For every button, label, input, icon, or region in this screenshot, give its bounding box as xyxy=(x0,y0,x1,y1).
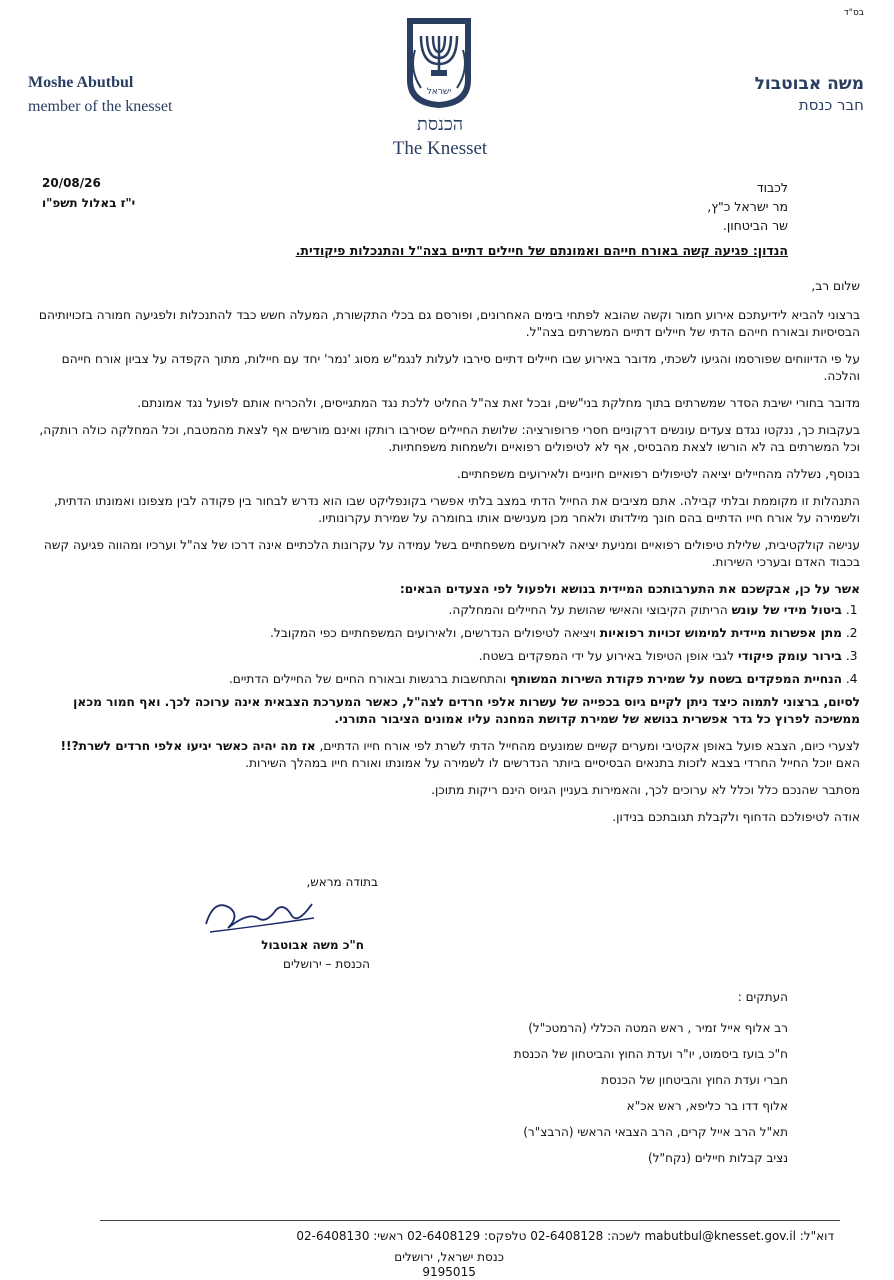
footer-zip: 9195015 xyxy=(422,1265,476,1279)
cc-item: נציב קבלות חיילים (נקח"ל) xyxy=(648,1151,788,1165)
cc-list xyxy=(514,1015,788,1171)
paragraph-emphasis: אז מה יהיה כאשר יגיעו אלפי חרדים לשרת?!! xyxy=(60,739,316,753)
paragraph-text: האם יוכל החייל החרדי בצבא לזכות בתנאים הבסיסיים ביותר הנדרשים לו לשמירה על אמונתו ואורח חייו במהלך השירות. xyxy=(245,756,860,770)
cc-item: אלוף דדו בר כליפא, ראש אכ"א xyxy=(626,1099,788,1113)
knesset-english: The Knesset xyxy=(392,138,488,159)
paragraph: התנהלות זו מקוממת ובלתי קבילה. אתם מציבים את החייל הדתי במצב בלתי אפשרי בקונפליקט שבו הוא נדרש לבחור בין פקודה לבין מצפונו ואמונתו הדתית, ולשמירה על אורח חייו הדתיים בהם חונך מילדותו ולאחר מכן מענישים אותו בחומרה על שמירת עקרונותיו. xyxy=(54,494,860,525)
list-item xyxy=(34,602,842,619)
english-name: Moshe Abutbul xyxy=(28,74,134,91)
cc-item: חברי ועדת החוץ והביטחון של הכנסת xyxy=(601,1073,788,1087)
footer-divider xyxy=(100,1220,840,1221)
paragraph: אודה לטיפולכם הדחוף ולקבלת תגובתכם בנידון. xyxy=(612,810,860,824)
gregorian-date: 20/08/26 xyxy=(42,176,101,190)
paragraph xyxy=(34,738,860,772)
hebrew-role: חבר כנסת xyxy=(798,96,864,114)
paragraph: מדובר בחורי ישיבת הסדר שמשרתים בתוך מחלקת בני"שים, ובכל זאת צה"ל החליט ללכת נגד המתגייסים, ולהכריח אותם לפועל נגד אמונתם. xyxy=(137,396,860,410)
paragraph: לסיום, ברצוני לתמוה כיצד ניתן לקיים גיוס בכפייה של עשרות אלפי חרדים לצה"ל, כאשר המערכת הצבאית אינה ערוכה לכך. ואף חמור מכאן ממשיכה לפרוץ כל גדר אפשרית בנושא של שמירת קדושת המחנה עליו אמונים הציבור התורני. xyxy=(73,695,860,726)
list-item-text: ויציאה לטיפולים הנדרשים, ולאירועים המשפחתיים כפי המקובל. xyxy=(270,626,600,640)
list-item xyxy=(34,625,842,642)
thanks-line: בתודה מראש, xyxy=(306,875,378,889)
menorah-emblem-icon xyxy=(399,10,479,110)
cc-item: רב אלוף אייל זמיר , ראש המטה הכללי (הרמטכ"ל) xyxy=(528,1021,788,1035)
paragraph: על פי הדיווחים שפורסמו והגיעו לשכתי, מדובר באירוע שבו חיילים דתיים סירבו לעלות לנגמ"ש מסוג 'נמר' יחד עם חיילות, מתוך הקפדה על צביון אורח חייהם והלכה. xyxy=(61,352,860,383)
list-item-bold: בירור עומק פיקודי xyxy=(738,649,842,663)
list-item-bold: מתן אפשרות מיידית למימוש זכויות רפואיות xyxy=(599,626,842,640)
list-item xyxy=(34,648,842,665)
footer-contact: דוא"ל: mabutbul@knesset.gov.il לשכה: 02-6408128 טלפקס: 02-6408129 ראשי: 02-6408130 xyxy=(296,1229,834,1243)
paragraph: ברצוני להביא לידיעתכם אירוע חמור וקשה שהובא לפתחי בימים האחרונים, ופורסם גם בכלי התקשורת, המעלה חשש כבד להתנכלות ולפגיעה חמורה בזכויותיהם הבסיסיות ובאורח חייהם הדתי של חיילים דתיים המשרתים בצה"ל. xyxy=(38,308,860,339)
paragraph: בנוסף, נשללה מהחיילים יציאה לטיפולים רפואיים חיוניים ולאירועים משפחתיים. xyxy=(456,467,860,481)
paragraph-text: לצערי כיום, הצבא פועל באופן אקטיבי ומערים קשיים שמונעים מהחייל הדתי לשרת לפי אורח חייו הדתיים, xyxy=(315,739,860,753)
list-item-bold: ביטול מידי של עונש xyxy=(731,603,842,617)
hebrew-name: משה אבוטבול xyxy=(754,74,864,94)
subject-line: הנדון: פגיעה קשה באורח חייהם ואמונתם של חיילים דתיים בצה"ל והתנכלות פיקודית. xyxy=(295,243,788,258)
paragraph: ענישה קולקטיבית, שלילת טיפולים רפואיים ומניעת יציאה לאירועים משפחתיים בשל עמידה על עקרונות הלכתיים אינה דרכו של צה"ל וערכיו ומהווה פגיעה קשה בכבוד האדם ובערכי השירות. xyxy=(43,538,860,569)
signer-name: ח"כ משה אבוטבול xyxy=(261,938,364,952)
addressee-line: לכבוד xyxy=(756,180,788,195)
english-role: member of the knesset xyxy=(28,98,173,115)
request-heading: אשר על כן, אבקשכם את התערבותכם המיידית בנושא ולפעול לפי הצעדים הבאים: xyxy=(399,582,860,596)
addressee-line: שר הביטחון. xyxy=(722,218,788,233)
list-item-bold: הנחיית המפקדים בשטח על שמירת פקודת השירות המשותף xyxy=(510,672,842,686)
signer-place: הכנסת – ירושלים xyxy=(283,957,370,971)
list-item-text: והתחשבות ברגשות ובאורח החיים של החיילים הדתיים. xyxy=(228,672,511,686)
besd-mark: בס"ד xyxy=(843,8,864,18)
hebrew-date: י"ז באלול תשפ"ו xyxy=(42,196,136,210)
list-item-text: הריתוק הקיבוצי והאישי שהושת על החיילים והמחלקה. xyxy=(448,603,732,617)
emblem-text: ישראל xyxy=(426,87,452,97)
knesset-hebrew: הכנסת xyxy=(416,114,464,134)
footer-address-line: כנסת ישראל, ירושלים xyxy=(394,1250,504,1264)
list-item xyxy=(34,671,842,688)
paragraph: מסתבר שהנכם כלל וכלל לא ערוכים לכך, והאמירות בעניין הגיוס הינם ריקות מתוכן. xyxy=(431,783,860,797)
cc-item: תא"ל הרב אייל קרים, הרב הצבאי הראשי (הרבצ"ר) xyxy=(523,1125,788,1139)
request-list xyxy=(34,602,860,688)
addressee-line: מר ישראל כ"ץ, xyxy=(707,199,788,214)
handwritten-signature-icon xyxy=(200,888,320,940)
letter-body xyxy=(34,278,860,836)
greeting: שלום רב, xyxy=(811,279,860,293)
list-item-text: לגבי אופן הטיפול באירוע על ידי המפקדים בשטח. xyxy=(478,649,739,663)
cc-item: ח"כ בועז ביסמוט, יו"ר ועדת החוץ והביטחון של הכנסת xyxy=(513,1047,788,1061)
addressee-block xyxy=(707,178,788,235)
footer-address xyxy=(394,1250,504,1280)
paragraph: בעקבות כך, ננקטו נגדם צעדים עונשים דרקוניים חסרי פרופורציה: שלושת החיילים שסירבו רותקו ואינם מורשים אף לצאת מהמטבח, וכל המחלקה כולה רותקה, וכל המשרתים בה לא הורשו לצאת מהבסיס, אף לא לטיפולים רפואיים ולשמחות משפחתיות. xyxy=(39,423,860,454)
cc-title: העתקים : xyxy=(737,990,788,1004)
